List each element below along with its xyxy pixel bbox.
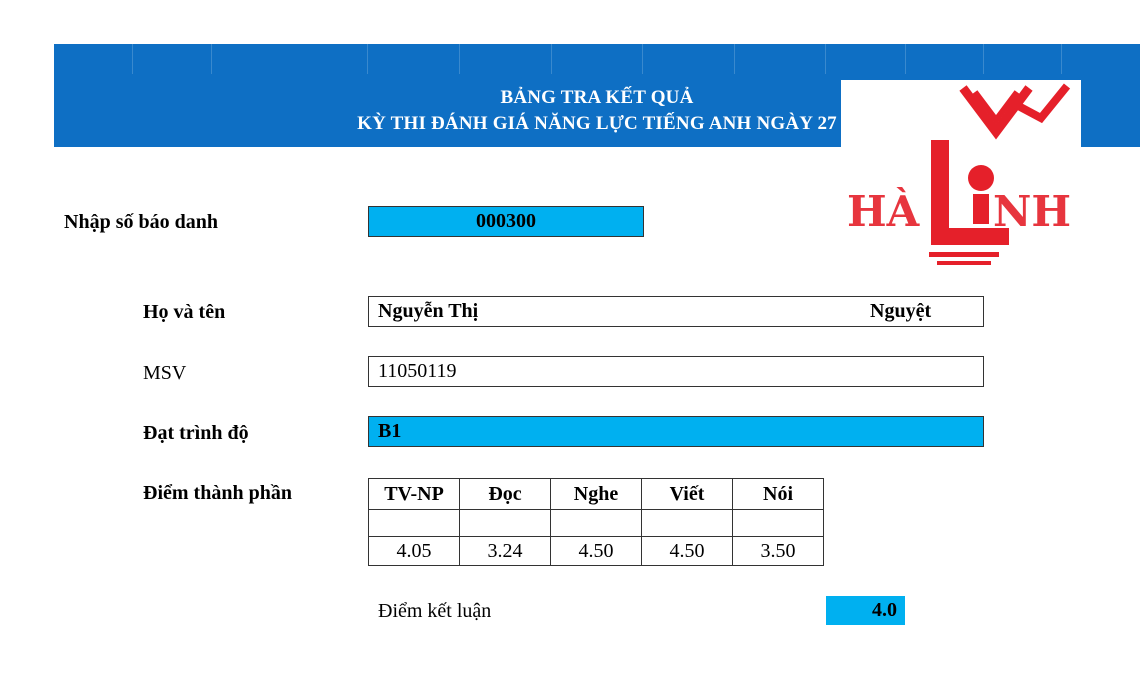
score-nghe: 4.50 <box>551 537 642 566</box>
score-noi: 3.50 <box>733 537 824 566</box>
logo-text-ha: HÀ <box>847 187 920 236</box>
student-number-input[interactable] <box>368 206 644 237</box>
grid-divider <box>367 44 368 74</box>
table-empty-row <box>369 510 824 537</box>
msv-value: 11050119 <box>378 360 457 382</box>
table-cell <box>733 510 824 537</box>
page-subtitle: KỲ THI ĐÁNH GIÁ NĂNG LỰC TIẾNG ANH NGÀY 27 <box>357 113 837 134</box>
student-number-label: Nhập số báo danh <box>64 211 218 233</box>
grid-divider <box>459 44 460 74</box>
grid-divider <box>132 44 133 74</box>
final-score-label: Điểm kết luận <box>378 600 492 622</box>
grid-divider <box>734 44 735 74</box>
page-title: BẢNG TRA KẾT QUẢ <box>500 87 694 108</box>
table-header-row <box>369 479 824 510</box>
msv-field <box>368 356 984 387</box>
grid-divider <box>1061 44 1062 74</box>
logo-graphic <box>841 80 1081 270</box>
header-doc: Đọc <box>460 479 551 510</box>
msv-label: MSV <box>143 362 187 384</box>
header-viet: Viết <box>642 479 733 510</box>
grid-divider <box>905 44 906 74</box>
full-name-first: Nguyễn Thị <box>378 300 479 322</box>
score-viet: 4.50 <box>642 537 733 566</box>
table-score-row <box>369 537 824 566</box>
grid-divider <box>551 44 552 74</box>
logo-text-nh: NH <box>993 187 1072 236</box>
student-number-value: 000300 <box>476 210 536 232</box>
table-cell <box>642 510 733 537</box>
header-noi: Nói <box>733 479 824 510</box>
full-name-last: Nguyệt <box>870 300 932 322</box>
score-doc: 3.24 <box>460 537 551 566</box>
component-scores-table <box>368 478 824 566</box>
grid-divider <box>983 44 984 74</box>
level-label: Đạt trình độ <box>143 422 249 444</box>
grid-divider <box>211 44 212 74</box>
final-score-value: 4.0 <box>826 596 905 625</box>
header-nghe: Nghe <box>551 479 642 510</box>
component-scores-label: Điểm thành phần <box>143 482 292 504</box>
score-tv-np: 4.05 <box>369 537 460 566</box>
table-cell <box>369 510 460 537</box>
ha-linh-logo <box>841 80 1081 270</box>
header-tv-np: TV-NP <box>369 479 460 510</box>
table-cell <box>460 510 551 537</box>
table-cell <box>551 510 642 537</box>
grid-divider <box>642 44 643 74</box>
full-name-label: Họ và tên <box>143 301 226 323</box>
level-value: B1 <box>378 420 402 442</box>
level-field <box>368 416 984 447</box>
grid-divider <box>825 44 826 74</box>
full-name-field <box>368 296 984 327</box>
